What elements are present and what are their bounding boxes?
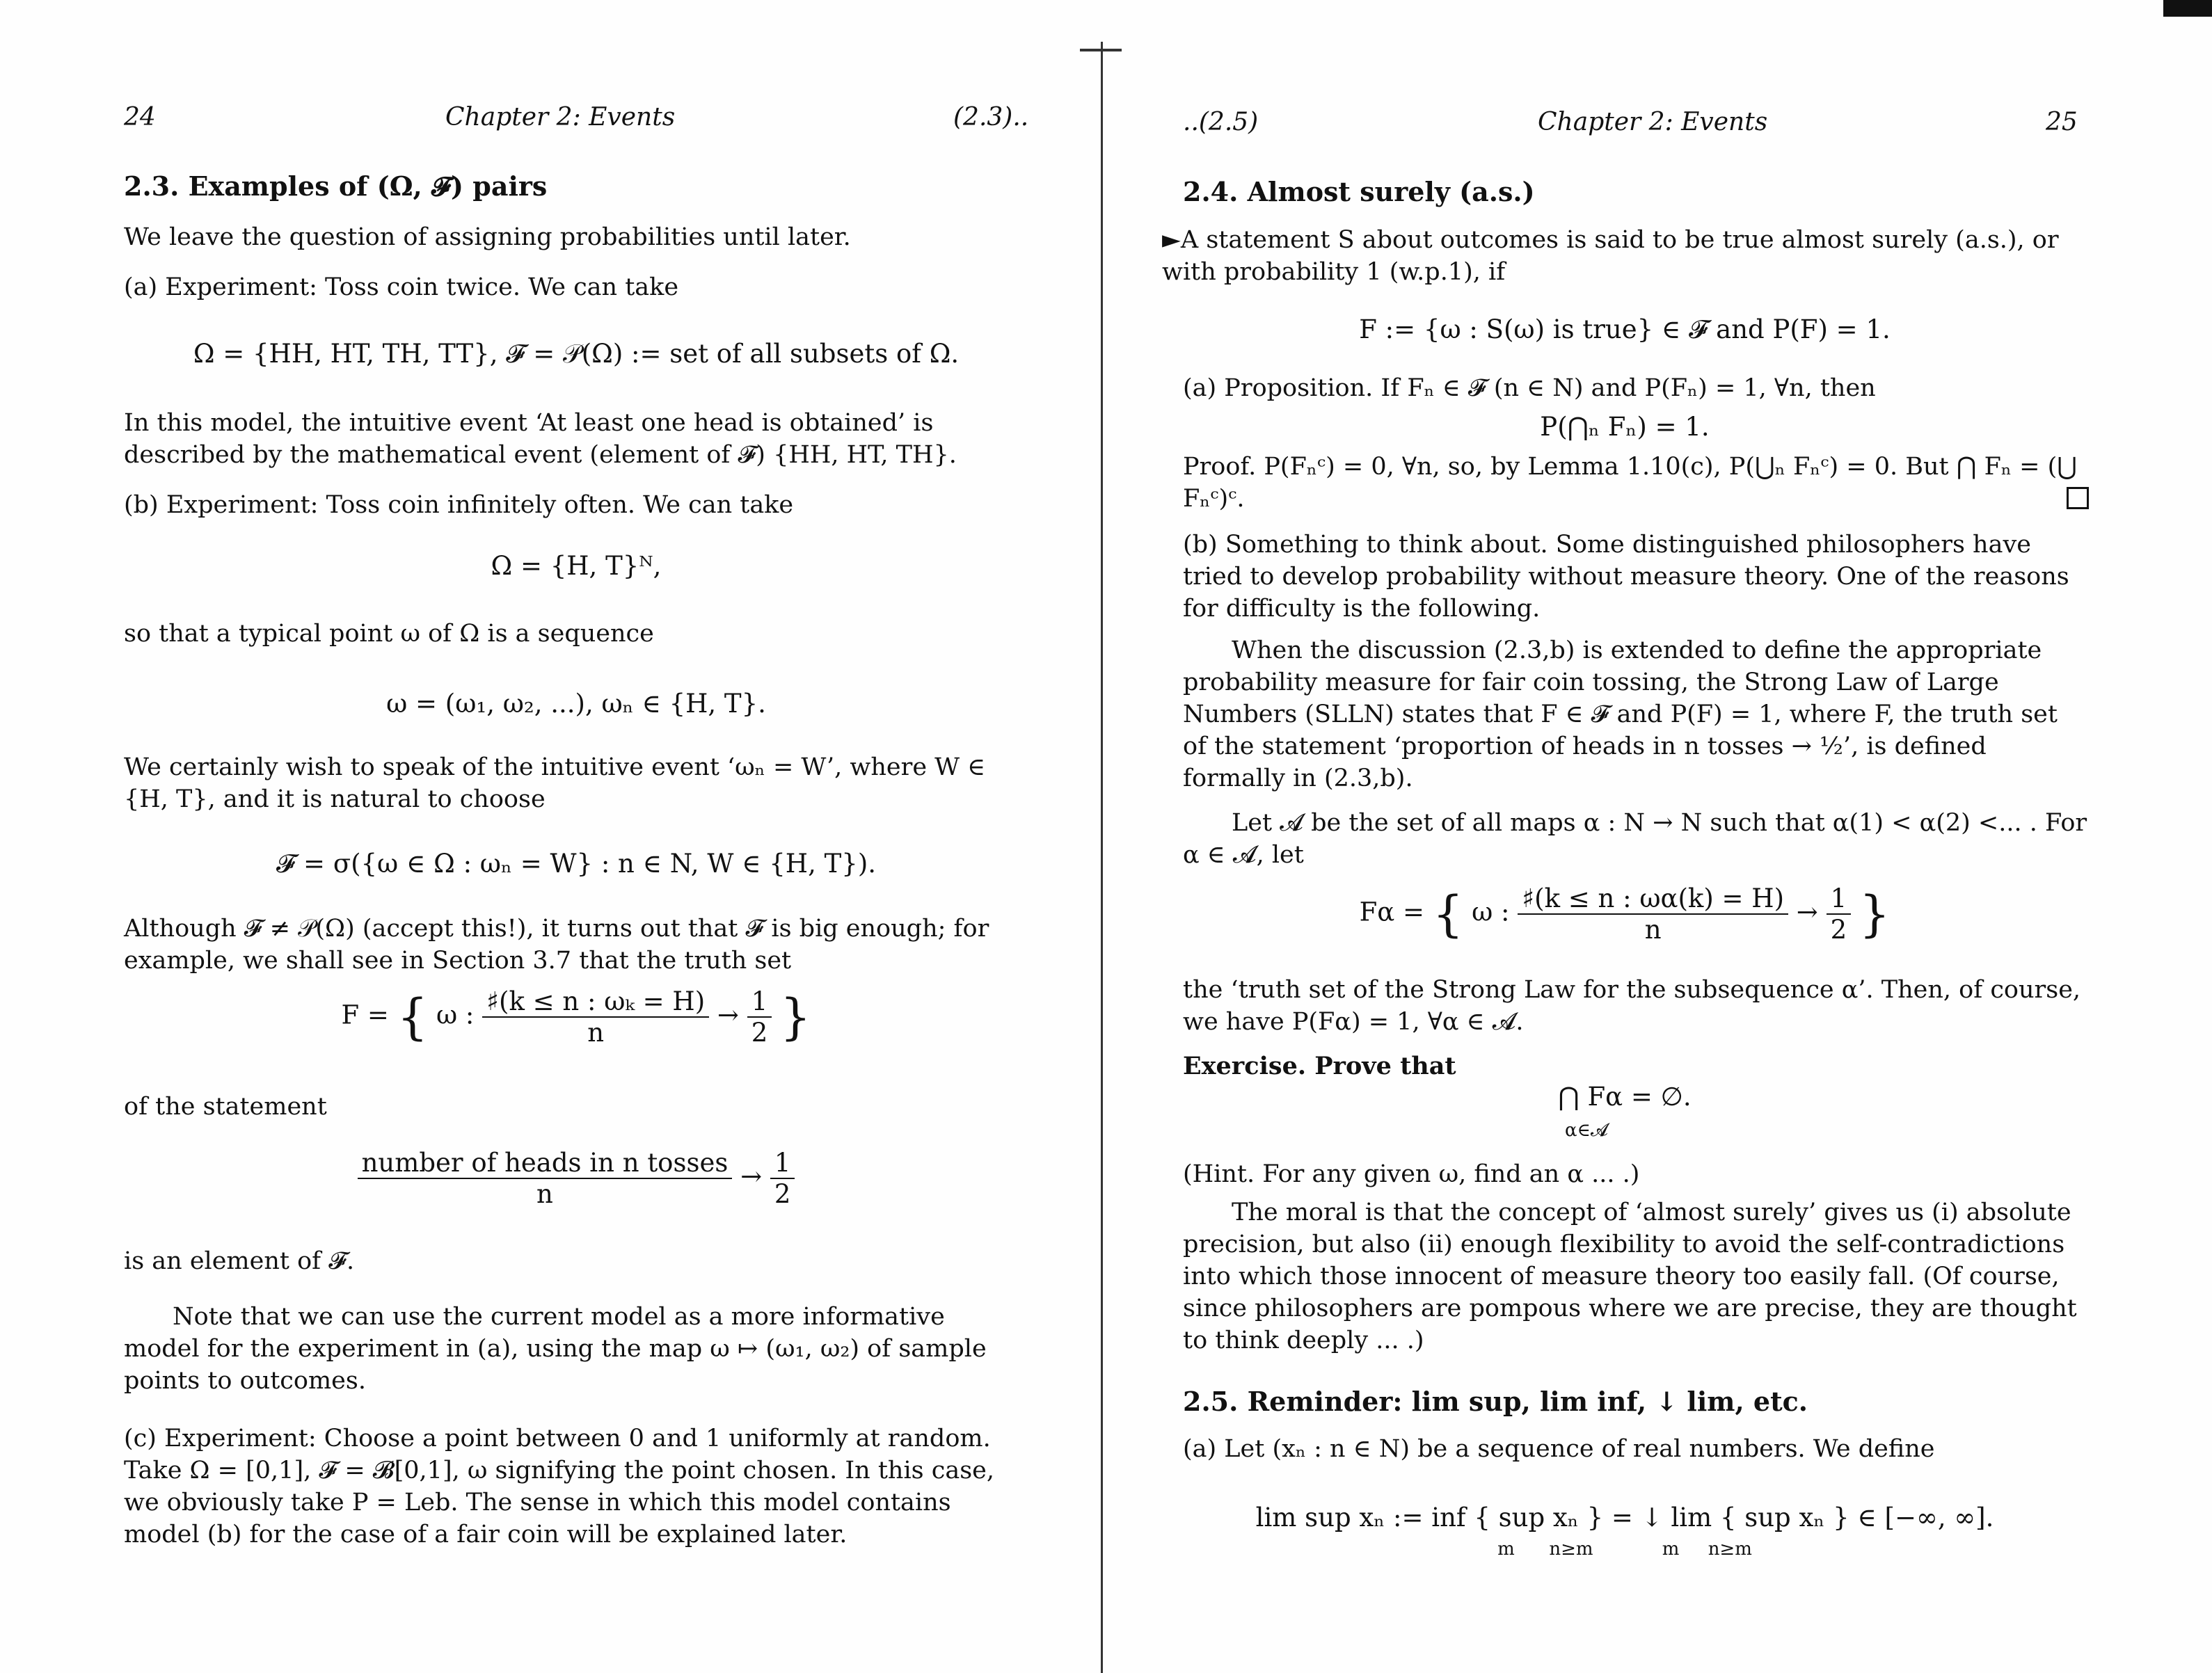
equation: F := {ω : S(ω) is true} ∈ 𝓕 and P(F) = 1. [1359, 314, 1891, 344]
truth-set-equation [124, 986, 1028, 1077]
fraction-denominator: n [587, 1018, 605, 1048]
ratio-equation [124, 1148, 1028, 1231]
proposition: (a) Proposition. If Fₙ ∈ 𝓕 (n ∈ N) and P(Fₙ) = 1, ∀n, then [1183, 374, 1876, 402]
equation: lim sup xₙ := inf { sup xₙ } = ↓ lim { sup xₙ } ∈ [−∞, ∞]. [1255, 1503, 1994, 1532]
paragraph: When the discussion (2.3,b) is extended to define the appropriate probability measure for fair coin tossing, the Strong Law of Large Numbers (SLLN) states that F ∈ 𝓕 and P(F) = 1, where F, the truth set of the statement ‘proportion of heads in n tosses → ½’, is defined formally in (2.3,b). [1183, 637, 2058, 792]
paragraph: ►A statement S about outcomes is said to be true almost surely (a.s.), or with probability 1 (w.p.1), if [1162, 226, 2059, 286]
paragraph: Although 𝓕 ≠ 𝒫(Ω) (accept this!), it turns out that 𝓕 is big enough; for example, we shall see in Section 3.7 that the truth set [124, 915, 989, 975]
running-header: Chapter 2: Events [1538, 108, 1768, 136]
fraction-numerator: 1 [747, 986, 772, 1018]
fraction-numerator: 1 [770, 1148, 795, 1179]
limit-arrow: → [1796, 897, 1818, 927]
paragraph: of the statement [124, 1093, 327, 1121]
left-brace: { [397, 988, 429, 1046]
header-section-ref: ..(2.5) [1183, 108, 1259, 136]
half-fraction [747, 986, 772, 1048]
left-page [0, 0, 1085, 1673]
paragraph: (b) Experiment: Toss coin infinitely often. We can take [124, 491, 794, 519]
equation: ω = (ω₁, ω₂, ...), ωₙ ∈ {H, T}. [386, 689, 766, 719]
fraction-numerator: 1 [1827, 883, 1852, 915]
fraction-denominator: 2 [1830, 915, 1847, 945]
paragraph: The moral is that the concept of ‘almost surely’ gives us (i) absolute precision, but also (ii) enough flexibility to avoid the self-contradictions into which those innocent of measure theory too easily fall. (Of course, since philosophers are pompous where we are precise, they are thought to think deeply ... .) [1183, 1199, 2077, 1354]
equation: Ω = {HH, HT, TH, TT}, 𝓕 = 𝒫(Ω) := set of all subsets of Ω. [193, 339, 960, 369]
page-number: 25 [2046, 108, 2078, 136]
hint: (Hint. For any given ω, find an α ... .) [1183, 1160, 1640, 1188]
fraction-numerator: ♯(k ≤ n : ωₖ = H) [482, 986, 709, 1018]
proof: Proof. P(Fₙᶜ) = 0, ∀n, so, by Lemma 1.10(c), P(⋃ₙ Fₙᶜ) = 0. But ⋂ Fₙ = (⋃ Fₙᶜ)ᶜ. [1183, 453, 2077, 513]
book-binding-line [1101, 42, 1103, 1673]
section-title: 2.3. Examples of (Ω, 𝓕) pairs [124, 170, 548, 202]
equation-subscript: α∈𝓐 [1565, 1120, 1608, 1141]
equation-lhs: F = [341, 1000, 389, 1030]
fraction-denominator: n [536, 1179, 553, 1209]
paragraph: We leave the question of assigning probabilities until later. [124, 223, 851, 251]
equation: Ω = {H, T}ᴺ, [491, 551, 662, 581]
limit-arrow: → [740, 1161, 763, 1192]
header-section-ref: (2.3).. [953, 103, 1029, 131]
paragraph: In this model, the intuitive event ‘At least one head is obtained’ is described by the mathematical event (element of 𝓕) {HH, HT, TH}. [124, 409, 957, 469]
right-brace: } [1859, 886, 1891, 943]
exercise: Exercise. Prove that [1183, 1052, 1456, 1080]
left-brace: { [1432, 886, 1464, 943]
equation-lhs: Fα = [1359, 897, 1424, 927]
truth-set-equation [1162, 883, 2087, 967]
right-brace: } [780, 988, 811, 1046]
section-title: 2.4. Almost surely (a.s.) [1183, 176, 1535, 207]
paragraph: (a) Experiment: Toss coin twice. We can take [124, 273, 679, 301]
equation: ⋂ Fα = ∅. [1558, 1082, 1692, 1112]
qed-box-icon [2067, 487, 2089, 509]
fraction-numerator: ♯(k ≤ n : ωα(k) = H) [1518, 883, 1788, 915]
right-page [1120, 0, 2212, 1673]
paragraph: is an element of 𝓕. [124, 1247, 355, 1275]
equation-inner: ω : [436, 1000, 475, 1030]
page-number: 24 [124, 103, 156, 131]
equation-inner: ω : [1472, 897, 1510, 927]
half-fraction [770, 1148, 795, 1209]
paragraph: We certainly wish to speak of the intuitive event ‘ωₙ = W’, where W ∈ {H, T}, and it is natural to choose [124, 753, 986, 813]
fraction [482, 986, 709, 1048]
fraction-denominator: 2 [751, 1018, 768, 1048]
fraction-denominator: 2 [774, 1179, 791, 1209]
equation: 𝓕 = σ({ω ∈ Ω : ωₙ = W} : n ∈ N, W ∈ {H, T}). [276, 849, 877, 879]
limit-arrow: → [717, 1000, 739, 1030]
half-fraction [1827, 883, 1852, 945]
running-header: Chapter 2: Events [445, 103, 676, 131]
paragraph: (a) Let (xₙ : n ∈ N) be a sequence of real numbers. We define [1183, 1435, 1935, 1463]
paragraph: (c) Experiment: Choose a point between 0 and 1 uniformly at random. Take Ω = [0,1], 𝓕 = 𝓑[0,1], ω signifying the point chosen. In this case, we obviously take P = Leb. The sense in which this model contains model (b) for the case of a fair coin will be explained later. [124, 1425, 994, 1548]
fraction [358, 1148, 733, 1209]
paragraph: Note that we can use the current model as a more informative model for the experiment in (a), using the map ω ↦ (ω₁, ω₂) of sample points to outcomes. [124, 1303, 987, 1395]
paragraph: the ‘truth set of the Strong Law for the subsequence α’. Then, of course, we have P(Fα) = 1, ∀α ∈ 𝓐. [1183, 976, 2081, 1036]
equation-subscript: m n≥m m n≥m [1497, 1539, 1752, 1560]
paragraph: Let 𝓐 be the set of all maps α : N → N such that α(1) < α(2) <... . For α ∈ 𝓐, let [1183, 809, 2087, 869]
section-title: 2.5. Reminder: lim sup, lim inf, ↓ lim, etc. [1183, 1386, 1808, 1417]
fraction [1518, 883, 1788, 945]
fraction-denominator: n [1644, 915, 1662, 945]
paragraph: (b) Something to think about. Some distinguished philosophers have tried to develop probability without measure theory. One of the reasons for difficulty is the following. [1183, 531, 2069, 623]
paragraph: so that a typical point ω of Ω is a sequence [124, 620, 654, 648]
fraction-numerator: number of heads in n tosses [358, 1148, 733, 1179]
equation: P(⋂ₙ Fₙ) = 1. [1540, 412, 1710, 442]
